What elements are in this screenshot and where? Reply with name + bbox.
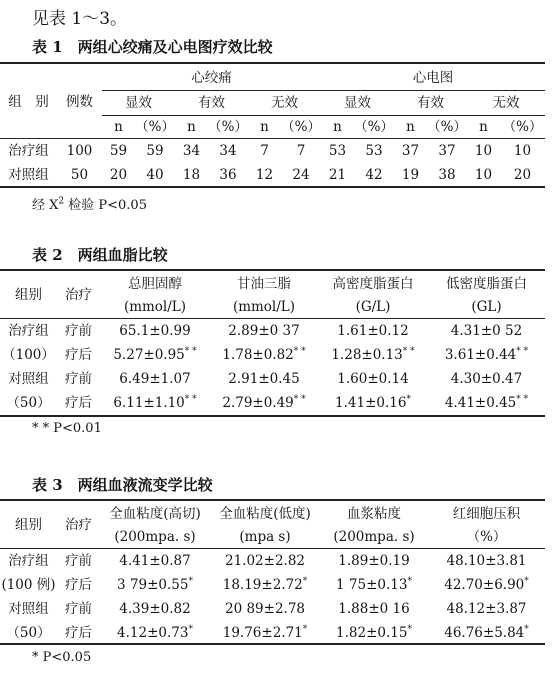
cell-value: 2.91±0.45	[228, 371, 300, 387]
table3-unit: （%）	[466, 529, 507, 545]
table2-unit: (mmol/L)	[123, 299, 187, 315]
cell-value: 59	[146, 143, 164, 159]
cell-value: 1 75±0.13*	[336, 576, 412, 593]
table1-pct-header: （%）	[208, 119, 248, 135]
cell-value: 4.30±0.47	[450, 371, 523, 387]
table2-unit: (mmol/L)	[232, 299, 296, 315]
table-row	[0, 319, 545, 344]
significance-mark: *	[302, 576, 308, 587]
row-treatment: 疗后	[65, 625, 92, 641]
table3-col-header: 红细胞压积	[452, 506, 521, 522]
cell-value: 1.78±0.82* *	[222, 346, 306, 363]
cell-value: 48.10±3.81	[446, 553, 527, 569]
intro-text: 见表 1～3。	[32, 9, 128, 29]
table3-title: 表 3 两组血液流变学比较	[32, 476, 213, 494]
cell-value: 42	[365, 167, 383, 183]
row-group: 治疗组	[8, 323, 49, 339]
significance-mark: *	[188, 624, 193, 635]
table2-col-header: 高密度脂蛋白	[332, 276, 414, 292]
row-treatment: 疗前	[65, 601, 92, 617]
cell-value: 1.82±0.15*	[336, 624, 412, 641]
cell-value: 53	[328, 143, 347, 159]
table1	[0, 66, 545, 187]
row-group: 对照组	[8, 371, 49, 387]
cell-value: 6.11±1.10* *	[113, 394, 197, 411]
cell-value: 4.39±0.82	[119, 601, 191, 617]
table3-note: * P<0.05	[32, 650, 92, 665]
table-row	[0, 163, 545, 187]
significance-mark: *	[407, 576, 412, 587]
cell-value: 10	[513, 143, 532, 159]
table1-group-header: 组 别	[8, 94, 49, 110]
table2-group-header: 组别	[15, 287, 42, 303]
table1-n-header: n	[114, 119, 123, 135]
cell-value: 65.1±0.99	[119, 323, 191, 339]
table-row	[0, 367, 545, 391]
cell-value: 19	[401, 167, 420, 183]
significance-mark: * *	[184, 394, 197, 405]
table-row	[0, 139, 545, 164]
row-count: 100	[66, 143, 93, 159]
cell-value: 19.76±2.71*	[222, 624, 308, 641]
cell-value: 37	[438, 143, 456, 159]
table1-count-header: 例数	[66, 94, 93, 110]
table3	[0, 502, 545, 645]
table1-level-header: 有效	[394, 91, 467, 116]
row-treatment: 疗后	[65, 577, 92, 593]
cell-value: 7	[260, 143, 269, 159]
cell-value: 34	[182, 143, 201, 159]
cell-value: 10	[474, 167, 493, 183]
cell-value: 1.28±0.13* *	[331, 346, 415, 363]
row-treatment: 疗后	[65, 395, 92, 411]
cell-value: 1.88±0 16	[338, 601, 410, 617]
table2-bottom-rule	[0, 415, 545, 417]
cell-value: 37	[401, 143, 420, 159]
row-label: 对照组	[8, 167, 49, 183]
table2-col-header: 甘油三脂	[237, 276, 291, 292]
table3-unit: (mpa s)	[239, 529, 291, 545]
significance-mark: * *	[293, 394, 306, 405]
row-group: (100 例)	[1, 577, 56, 593]
table2	[0, 272, 545, 415]
cell-value: 48.12±3.87	[446, 601, 527, 617]
table-row	[0, 549, 545, 574]
cell-value: 2.89±0 37	[228, 323, 300, 339]
cell-value: 38	[438, 167, 456, 183]
table2-unit: (G/L)	[355, 299, 391, 315]
row-count: 50	[70, 167, 89, 183]
cell-value: 1.61±0.12	[337, 323, 409, 339]
table1-bottom-rule	[0, 186, 545, 188]
table1-title: 表 1 两组心绞痛及心电图疗效比较	[32, 38, 273, 56]
table3-bottom-rule	[0, 643, 545, 645]
row-label: 治疗组	[8, 143, 49, 159]
table2-title: 表 2 两组血脂比较	[32, 246, 168, 264]
table1-n-header: n	[333, 119, 342, 135]
table-row	[0, 597, 545, 621]
table2-treat-header: 治疗	[65, 287, 92, 303]
table2-unit: (GL)	[471, 299, 502, 315]
significance-mark: *	[524, 576, 529, 587]
significance-mark: * *	[293, 346, 306, 357]
table1-angina-header: 心绞痛	[102, 66, 321, 91]
table3-treat-header: 治疗	[65, 517, 92, 533]
table3-group-header: 组别	[15, 517, 42, 533]
cell-value: 18	[182, 167, 201, 183]
cell-value: 20 89±2.78	[224, 601, 306, 617]
cell-value: 5.27±0.95* *	[113, 346, 197, 363]
table1-pct-header: （%）	[135, 119, 175, 135]
cell-value: 34	[219, 143, 237, 159]
cell-value: 12	[255, 167, 274, 183]
row-group: （100）	[2, 347, 55, 363]
row-group: （50）	[6, 625, 51, 641]
table1-n-header: n	[187, 119, 196, 135]
row-group: 对照组	[8, 601, 49, 617]
significance-mark: *	[524, 624, 529, 635]
significance-mark: * *	[184, 346, 197, 357]
table3-col-header: 血浆粘度	[347, 506, 401, 522]
table-row	[0, 391, 545, 415]
table2-col-header: 总胆固醇	[128, 276, 182, 292]
cell-value: 4.12±0.73*	[117, 624, 193, 641]
table-row	[0, 343, 545, 367]
cell-value: 53	[365, 143, 383, 159]
cell-value: 24	[292, 167, 310, 183]
cell-value: 42.70±6.90*	[444, 576, 529, 593]
table1-ecg-header: 心电图	[321, 66, 545, 91]
cell-value: 40	[146, 167, 164, 183]
table1-pct-header: （%）	[502, 119, 543, 135]
significance-mark: * *	[402, 346, 415, 357]
cell-value: 20	[513, 167, 532, 183]
table2-note: * * P<0.01	[32, 421, 102, 436]
cell-value: 21	[328, 167, 347, 183]
cell-value: 10	[474, 143, 493, 159]
row-group: 治疗组	[8, 553, 49, 569]
table3-col-header: 全血粘度(低度)	[219, 506, 311, 522]
cell-value: 1.41±0.16*	[335, 394, 411, 411]
cell-value: 4.31±0 52	[450, 323, 523, 339]
cell-value: 4.41±0.87	[119, 553, 191, 569]
cell-value: 3 79±0.55*	[117, 576, 193, 593]
table3-top-rule	[0, 499, 545, 501]
cell-value: 20	[109, 167, 128, 183]
cell-value: 36	[219, 167, 237, 183]
cell-value: 46.76±5.84*	[444, 624, 529, 641]
cell-value: 21.02±2.82	[224, 553, 306, 569]
cell-value: 3.61±0.44* *	[444, 346, 529, 363]
table1-n-header: n	[260, 119, 269, 135]
cell-value: 18.19±2.72*	[222, 576, 308, 593]
table1-n-header: n	[406, 119, 415, 135]
table1-level-header: 显效	[321, 91, 394, 116]
table1-level-header: 显效	[102, 91, 175, 116]
cell-value: 4.41±0.45* *	[444, 394, 529, 411]
table1-note: 经 $X^2$ 检验 P<0.05	[32, 196, 147, 213]
table3-unit: (200mpa. s)	[114, 529, 196, 545]
cell-value: 1.60±0.14	[337, 371, 409, 387]
table3-col-header: 全血粘度(高切)	[109, 506, 201, 522]
table1-pct-header: （%）	[427, 119, 467, 135]
row-treatment: 疗后	[65, 347, 92, 363]
table1-top-rule	[0, 62, 545, 64]
row-treatment: 疗前	[65, 553, 92, 569]
significance-mark: *	[407, 624, 412, 635]
table1-pct-header: （%）	[281, 119, 321, 135]
significance-mark: * *	[516, 394, 529, 405]
table3-unit: (200mpa. s)	[333, 529, 415, 545]
table1-pct-header: （%）	[354, 119, 394, 135]
table2-col-header: 低密度脂蛋白	[446, 276, 527, 292]
table1-level-header: 有效	[175, 91, 248, 116]
table-row	[0, 621, 545, 645]
table1-level-header: 无效	[248, 91, 321, 116]
cell-value: 1.89±0.19	[338, 553, 410, 569]
significance-mark: * *	[516, 346, 529, 357]
row-treatment: 疗前	[65, 323, 92, 339]
table1-n-header: n	[479, 119, 488, 135]
cell-value: 7	[296, 143, 306, 159]
cell-value: 6.49±1.07	[119, 371, 191, 387]
table2-top-rule	[0, 269, 545, 271]
table1-level-header: 无效	[467, 91, 545, 116]
row-group: （50）	[6, 395, 51, 411]
row-treatment: 疗前	[65, 371, 92, 387]
table-row	[0, 573, 545, 597]
significance-mark: *	[188, 576, 193, 587]
cell-value: 59	[109, 143, 128, 159]
cell-value: 2.79±0.49* *	[222, 394, 306, 411]
significance-mark: *	[302, 624, 308, 635]
significance-mark: *	[406, 394, 411, 405]
